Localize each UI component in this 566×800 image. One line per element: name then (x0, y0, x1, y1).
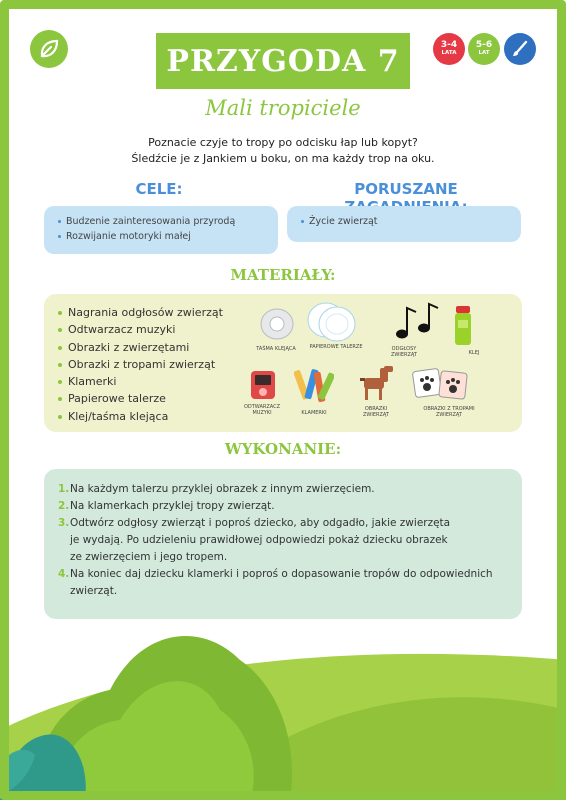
list-item: Nagrania odgłosów zwierząt (58, 304, 223, 321)
step-text: Na każdym talerzu przyklej obrazek z innym zwierzęciem. (70, 483, 375, 495)
instructions-heading: WYKONANIE: (224, 440, 342, 458)
materials-box (44, 294, 522, 432)
step-number: 2. (58, 500, 70, 512)
title-banner (156, 33, 410, 89)
materials-list (58, 304, 223, 425)
step-item (58, 515, 513, 566)
toy-horse-icon (356, 362, 396, 402)
caption-pegs: KLAMERKI (301, 410, 327, 416)
caption-player: ODTWARZACZ MUZYKI (243, 404, 281, 416)
step-text: ze zwierzęciem i jego tropem. (70, 551, 228, 563)
materials-heading: MATERIAŁY: (230, 266, 336, 284)
caption-sounds: ODGŁOSY ZWIERZĄT (391, 346, 417, 358)
step-item (58, 498, 513, 515)
intro-line-1: Poznacie czyje to tropy po odcisku łap lub kopyt? (148, 136, 418, 149)
music-player-icon (250, 370, 276, 400)
subtitle: Mali tropiciele (205, 96, 361, 120)
step-number: 3. (58, 517, 70, 529)
age-badge-5-6 (468, 33, 500, 65)
caption-tape: TAŚMA KLEJĄCA (256, 346, 296, 352)
caption-animal-pictures: OBRAZKI ZWIERZĄT (363, 406, 389, 418)
caption-track-pictures: OBRAZKI Z TROPAMI ZWIERZĄT (423, 406, 475, 418)
goals-box (44, 206, 278, 254)
step-text: Na koniec daj dziecku klamerki i poproś o dopasowanie tropów do odpowiednich (70, 568, 493, 580)
age-badge-number: 3-4 (440, 40, 458, 51)
list-item: Budzenie zainteresowania przyrodą (58, 214, 264, 229)
leaf-icon (30, 30, 68, 68)
list-item: Papierowe talerze (58, 390, 223, 407)
hills-illustration (0, 560, 566, 800)
topics-box (287, 206, 521, 242)
glue-stick-icon (452, 304, 474, 348)
topics-heading: PORUSZANE (354, 180, 458, 198)
page-title: PRZYGODA 7 (166, 43, 400, 79)
intro-line-2: Śledźcie je z Jankiem u boku, on ma każdy trop na oku. (131, 152, 435, 165)
caption-plates: PAPIEROWE TALERZE (309, 344, 363, 350)
paw-print-cards-icon (412, 366, 468, 404)
age-badge-unit: LAT (478, 50, 490, 57)
music-notes-icon (394, 302, 440, 342)
paper-plates-icon (306, 300, 358, 342)
list-item: Klej/taśma klejąca (58, 408, 223, 425)
step-text: zwierząt. (70, 585, 118, 597)
paintbrush-icon (504, 33, 536, 65)
list-item: Obrazki z zwierzętami (58, 339, 223, 356)
step-item (58, 481, 513, 498)
goals-heading: CELE: (135, 180, 183, 198)
list-item: Rozwijanie motoryki małej (58, 229, 264, 244)
list-item: Klamerki (58, 373, 223, 390)
clothespins-icon (294, 366, 334, 406)
age-badge-number: 5-6 (475, 40, 493, 51)
step-number: 1. (58, 483, 70, 495)
step-number: 4. (58, 568, 70, 580)
tape-roll-icon (258, 304, 296, 342)
list-item: Życie zwierząt (301, 214, 507, 229)
list-item: Obrazki z tropami zwierząt (58, 356, 223, 373)
step-text: Na klamerkach przyklej tropy zwierząt. (70, 500, 275, 512)
list-item: Odtwarzacz muzyki (58, 321, 223, 338)
step-text: je wydają. Po udzieleniu prawidłowej odpowiedzi pokaż dziecku obrazek (70, 534, 448, 546)
age-badge-3-4 (433, 33, 465, 65)
caption-glue: KLEJ (468, 350, 480, 356)
age-badge-unit: LATA (441, 50, 457, 57)
step-text: Odtwórz odgłosy zwierząt i poproś dziecko, aby odgadło, jakie zwierzęta (70, 517, 451, 529)
